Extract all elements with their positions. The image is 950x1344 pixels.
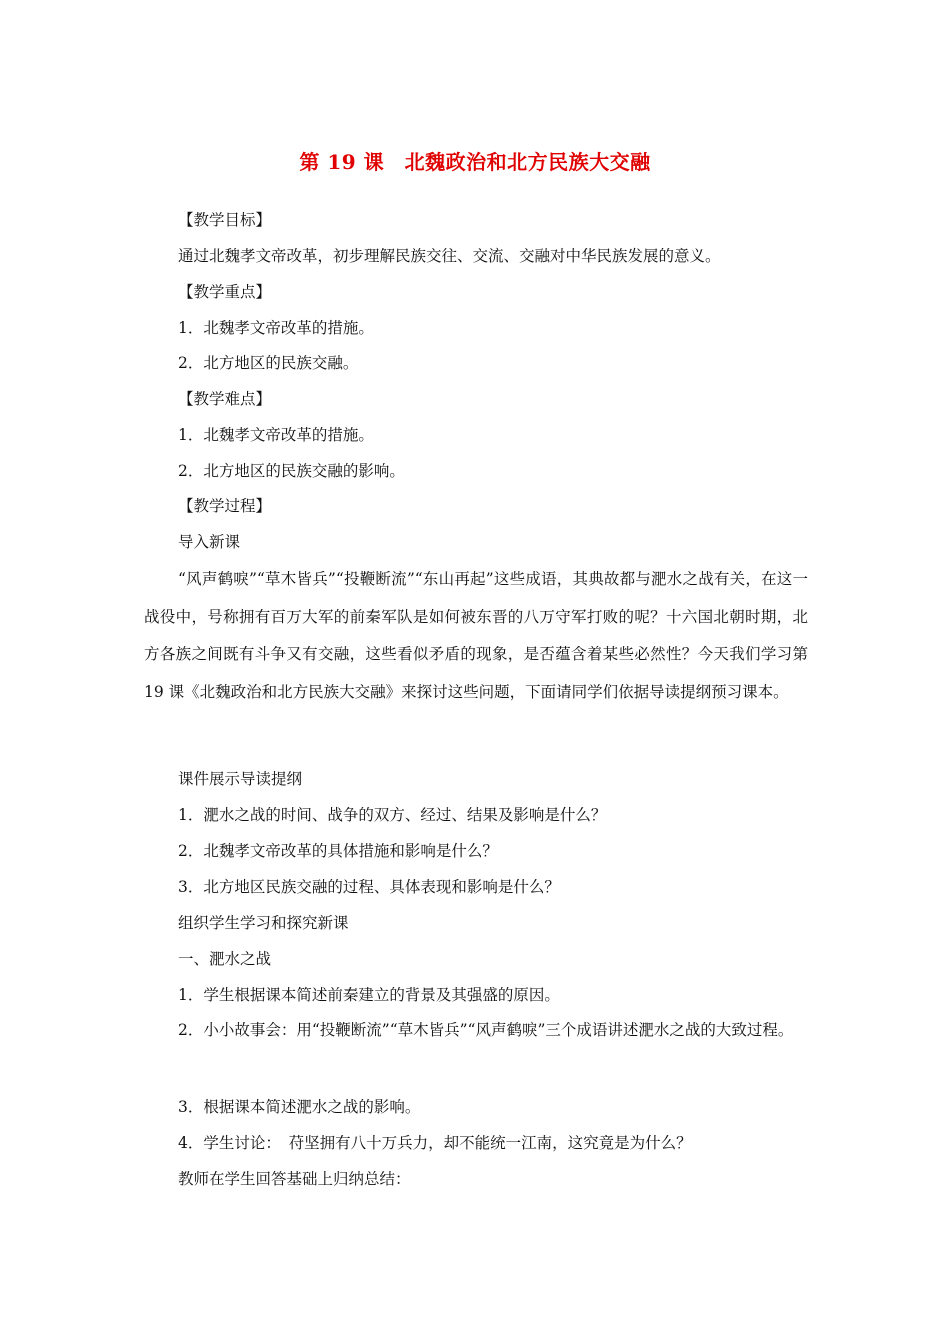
key-points-heading: 【教学重点】 [178, 283, 272, 301]
key-point-item: 1．北魏孝文帝改革的措施。 [178, 319, 374, 337]
intro-paragraph: “风声鹤唳”“草木皆兵”“投鞭断流”“东山再起”这些成语，其典故都与淝水之战有关，在这一战役中，号称拥有百万大军的前秦军队是如何被东晋的八万守军打败的呢？十六国北朝时期，北方各族之间既有斗争又有交融，这些看似矛盾的现象，是否蕴含着某些必然性？今天我们学习第 19 课《北魏政治和北方民族大交融》来探讨这些问题，下面请同学们依据导读提纲预习课本。 [144, 570, 808, 701]
section-item: 3．根据课本简述淝水之战的影响。 [178, 1098, 421, 1116]
outline-item: 1．淝水之战的时间、战争的双方、经过、结果及影响是什么？ [178, 806, 607, 824]
organize-heading: 组织学生学习和探究新课 [178, 914, 349, 932]
goals-text: 通过北魏孝文帝改革，初步理解民族交往、交流、交融对中华民族发展的意义。 [178, 247, 721, 265]
section-item: 1．学生根据课本简述前秦建立的背景及其强盛的原因。 [178, 986, 560, 1004]
intro-heading: 导入新课 [178, 533, 241, 551]
summary-text: 教师在学生回答基础上归纳总结： [178, 1170, 411, 1188]
page-title: 第 19 课 北魏政治和北方民族大交融 [299, 150, 651, 174]
section-item-story: 2．小小故事会：用“投鞭断流”“草木皆兵”“风声鹤唳”三个成语讲述淝水之战的大致过程。 [178, 1021, 794, 1039]
outline-item: 2．北魏孝文帝改革的具体措施和影响是什么？ [178, 842, 498, 860]
outline-heading: 课件展示导读提纲 [178, 770, 303, 788]
process-heading: 【教学过程】 [178, 497, 272, 515]
section-heading: 一、淝水之战 [178, 950, 272, 968]
goals-heading: 【教学目标】 [178, 211, 272, 229]
difficulty-item: 2．北方地区的民族交融的影响。 [178, 462, 405, 480]
section-item: 4．学生讨论： 苻坚拥有八十万兵力，却不能统一江南，这究竟是为什么？ [178, 1134, 692, 1152]
outline-item: 3．北方地区民族交融的过程、具体表现和影响是什么？ [178, 878, 560, 896]
difficulties-heading: 【教学难点】 [178, 390, 272, 408]
difficulty-item: 1．北魏孝文帝改革的措施。 [178, 426, 374, 444]
key-point-item: 2．北方地区的民族交融。 [178, 354, 359, 372]
